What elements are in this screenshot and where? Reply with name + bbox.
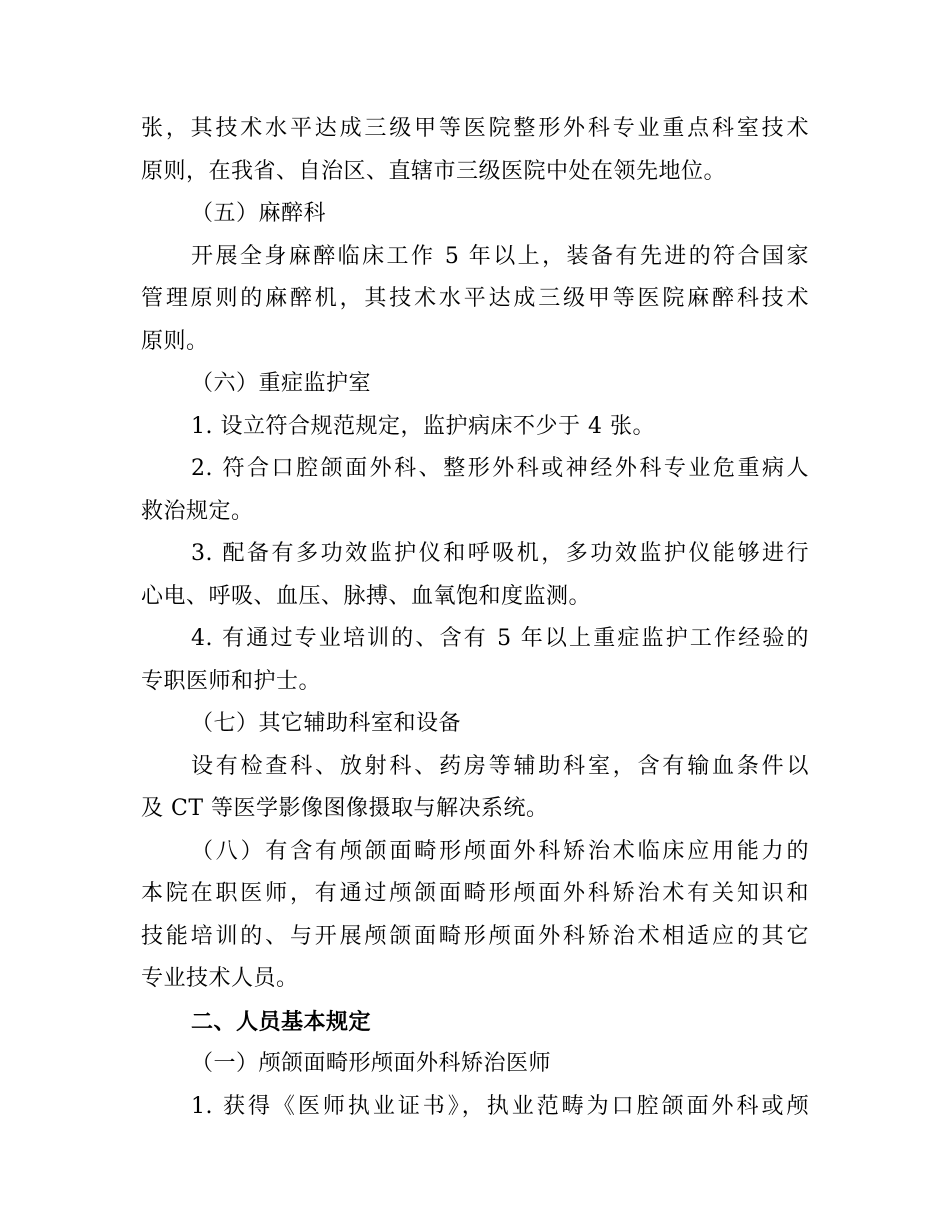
text-line: 1. 设立符合规范规定，监护病床不少于 4 张。 bbox=[191, 413, 655, 439]
text-line: 心电、呼吸、血压、脉搏、血氧饱和度监测。 bbox=[141, 583, 592, 609]
text-line: （五）麻醉科 bbox=[191, 201, 327, 226]
text-line: （七）其它辅助科室和设备 bbox=[191, 711, 462, 736]
text-line: 3. 配备有多功效监护仪和呼吸机，多功效监护仪能够进行 bbox=[191, 541, 809, 566]
text-line: （六）重症监护室 bbox=[191, 371, 372, 396]
text-line: 管理原则的麻醉机，其技术水平达成三级甲等医院麻醉科技术 bbox=[141, 286, 809, 311]
text-line: 1. 获得《医师执业证书》，执业范畴为口腔颌面外科或颅 bbox=[191, 1093, 809, 1119]
text-line: 原则。 bbox=[141, 328, 209, 354]
text-line: （八）有含有颅颌面畸形颅面外科矫治术临床应用能力的 bbox=[191, 838, 809, 864]
text-line: 设有检查科、放射科、药房等辅助科室，含有输血条件以 bbox=[191, 753, 809, 779]
text-line: 专业技术人员。 bbox=[141, 966, 299, 991]
document-body bbox=[141, 108, 809, 1128]
text-line: 救治规定。 bbox=[141, 498, 254, 524]
text-line: 张，其技术水平达成三级甲等医院整形外科专业重点科室技术 bbox=[141, 116, 809, 141]
text-line: 2. 符合口腔颌面外科、整形外科或神经外科专业危重病人 bbox=[191, 456, 809, 481]
text-line: （一）颅颌面畸形颅面外科矫治医师 bbox=[191, 1051, 552, 1076]
text-line: 原则，在我省、自治区、直辖市三级医院中处在领先地位。 bbox=[141, 158, 727, 184]
section-heading: 二、人员基本规定 bbox=[191, 1008, 372, 1035]
text-line: 技能培训的、与开展颅颌面畸形颅面外科矫治术相适应的其它 bbox=[141, 923, 809, 949]
text-line: 专职医师和护士。 bbox=[141, 668, 322, 694]
text-line: 开展全身麻醉临床工作 5 年以上，装备有先进的符合国家 bbox=[191, 243, 809, 269]
text-line: 4. 有通过专业培训的、含有 5 年以上重症监护工作经验的 bbox=[191, 626, 809, 651]
text-line: 及 CT 等医学影像图像摄取与解决系统。 bbox=[141, 796, 549, 821]
text-line: 本院在职医师，有通过颅颌面畸形颅面外科矫治术有关知识和 bbox=[141, 881, 809, 906]
